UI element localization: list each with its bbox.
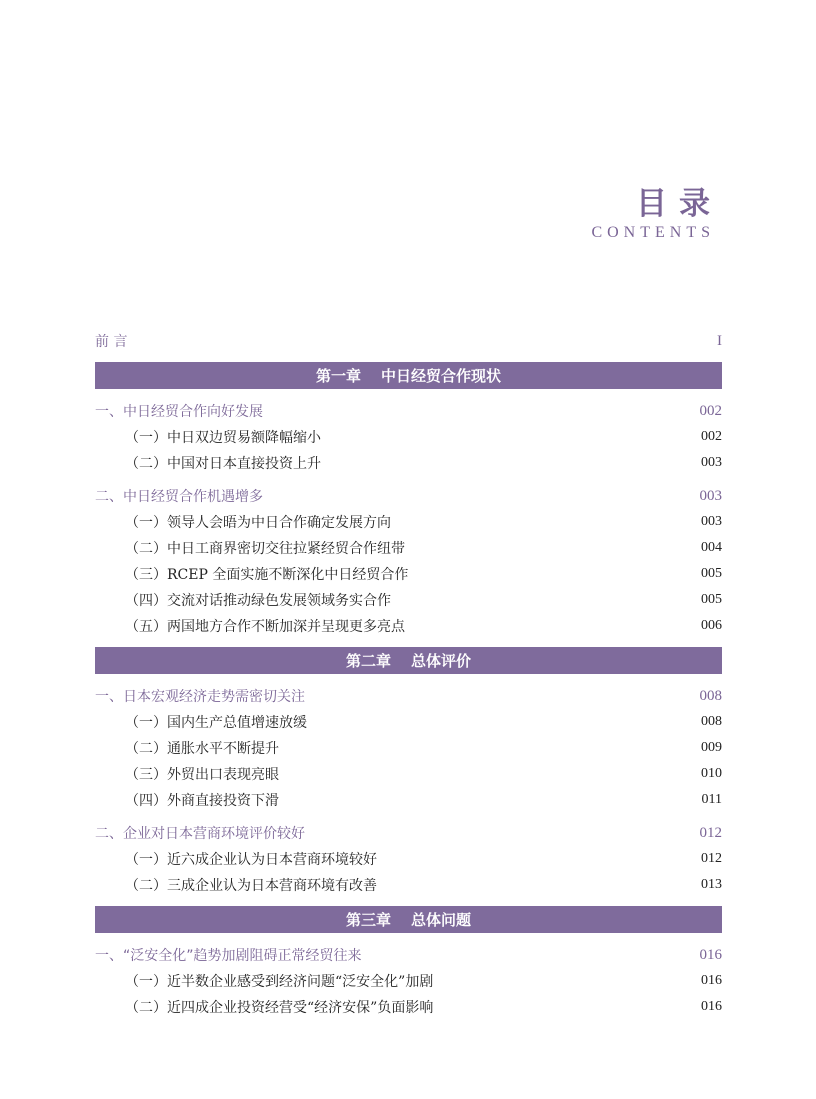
toc-entry-label: 一、中日经贸合作向好发展 bbox=[95, 404, 263, 420]
toc-section-entry[interactable] bbox=[95, 942, 722, 968]
toc-entry-label: 前 言 bbox=[95, 334, 128, 350]
toc-page-number: 002 bbox=[699, 402, 722, 419]
toc-page-number: I bbox=[717, 332, 722, 349]
toc-page-number: 012 bbox=[699, 824, 722, 841]
toc-page-number: 005 bbox=[701, 592, 722, 607]
toc-item-entry[interactable] bbox=[95, 509, 722, 535]
toc-entry-label: （五）两国地方合作不断加深并呈现更多亮点 bbox=[125, 619, 405, 635]
toc-entry-label: 一、日本宏观经济走势需密切关注 bbox=[95, 689, 305, 705]
toc-entry-label: 二、企业对日本营商环境评价较好 bbox=[95, 826, 305, 842]
toc-section-entry[interactable] bbox=[95, 683, 722, 709]
toc-page-number: 013 bbox=[701, 877, 722, 892]
toc-item-entry[interactable] bbox=[95, 761, 722, 787]
toc-entry-label: （二）中国对日本直接投资上升 bbox=[125, 456, 321, 472]
toc-entry-preface[interactable] bbox=[95, 328, 722, 354]
toc-entry-label: （二）近四成企业投资经营受“经济安保”负面影响 bbox=[125, 1000, 434, 1016]
toc-entry-label: （四）交流对话推动绿色发展领域务实合作 bbox=[125, 593, 391, 609]
toc-entry-label: （一）近六成企业认为日本营商环境较好 bbox=[125, 852, 377, 868]
toc-page-number: 010 bbox=[701, 766, 722, 781]
toc-entry-label: （四）外商直接投资下滑 bbox=[125, 793, 279, 809]
toc-entry-label: 二、中日经贸合作机遇增多 bbox=[95, 489, 263, 505]
chapter-title: 中日经贸合作现状 bbox=[381, 367, 502, 385]
toc-section-entry[interactable] bbox=[95, 483, 722, 509]
toc-page-number: 002 bbox=[701, 429, 722, 444]
toc-page-number: 005 bbox=[701, 566, 722, 581]
toc-page-number: 004 bbox=[701, 540, 722, 555]
toc-item-entry[interactable] bbox=[95, 587, 722, 613]
toc-entry-label: （一）领导人会晤为中日合作确定发展方向 bbox=[125, 515, 391, 531]
toc-item-entry[interactable] bbox=[95, 968, 722, 994]
page-subtitle: CONTENTS bbox=[591, 224, 715, 241]
toc-page-number: 003 bbox=[701, 455, 722, 470]
toc-item-entry[interactable] bbox=[95, 787, 722, 813]
toc-entry-label: （一）国内生产总值增速放缓 bbox=[125, 715, 307, 731]
toc-item-entry[interactable] bbox=[95, 450, 722, 476]
toc-item-entry[interactable] bbox=[95, 424, 722, 450]
toc-entry-label: （二）通胀水平不断提升 bbox=[125, 741, 279, 757]
toc-entry-label: （二）三成企业认为日本营商环境有改善 bbox=[125, 878, 377, 894]
toc-page-number: 016 bbox=[701, 973, 722, 988]
toc-page-number: 016 bbox=[701, 999, 722, 1014]
toc-item-entry[interactable] bbox=[95, 561, 722, 587]
chapter-number: 第三章 bbox=[345, 911, 391, 929]
toc-title-block bbox=[591, 186, 722, 242]
chapter-header[interactable] bbox=[95, 906, 722, 933]
table-of-contents bbox=[95, 328, 722, 1020]
chapter-title: 总体问题 bbox=[411, 911, 472, 929]
toc-page-number: 006 bbox=[701, 618, 722, 633]
toc-section-entry[interactable] bbox=[95, 398, 722, 424]
toc-entry-label: （二）中日工商界密切交往拉紧经贸合作纽带 bbox=[125, 541, 405, 557]
chapter-number: 第一章 bbox=[315, 367, 361, 385]
toc-item-entry[interactable] bbox=[95, 994, 722, 1020]
toc-page-number: 012 bbox=[701, 851, 722, 866]
toc-entry-label: 一、“泛安全化”趋势加剧阻碍正常经贸往来 bbox=[95, 948, 362, 964]
toc-entry-label: （三）外贸出口表现亮眼 bbox=[125, 767, 279, 783]
toc-item-entry[interactable] bbox=[95, 872, 722, 898]
toc-page-number: 011 bbox=[701, 792, 722, 807]
toc-page-number: 016 bbox=[699, 946, 722, 963]
chapter-number: 第二章 bbox=[345, 652, 391, 670]
toc-item-entry[interactable] bbox=[95, 535, 722, 561]
toc-section-entry[interactable] bbox=[95, 820, 722, 846]
toc-item-entry[interactable] bbox=[95, 613, 722, 639]
toc-item-entry[interactable] bbox=[95, 709, 722, 735]
toc-entry-label: （一）中日双边贸易额降幅缩小 bbox=[125, 430, 321, 446]
chapter-header[interactable] bbox=[95, 362, 722, 389]
toc-page-number: 003 bbox=[701, 514, 722, 529]
chapter-header[interactable] bbox=[95, 647, 722, 674]
page-title: 目录 bbox=[636, 186, 722, 222]
toc-item-entry[interactable] bbox=[95, 735, 722, 761]
chapter-title: 总体评价 bbox=[411, 652, 472, 670]
toc-item-entry[interactable] bbox=[95, 846, 722, 872]
toc-entry-label: （三）RCEP 全面实施不断深化中日经贸合作 bbox=[125, 567, 409, 583]
toc-page-number: 009 bbox=[701, 740, 722, 755]
toc-page-number: 008 bbox=[701, 714, 722, 729]
toc-entry-label: （一）近半数企业感受到经济问题“泛安全化”加剧 bbox=[125, 974, 434, 990]
toc-page-number: 008 bbox=[699, 687, 722, 704]
toc-page-number: 003 bbox=[699, 487, 722, 504]
